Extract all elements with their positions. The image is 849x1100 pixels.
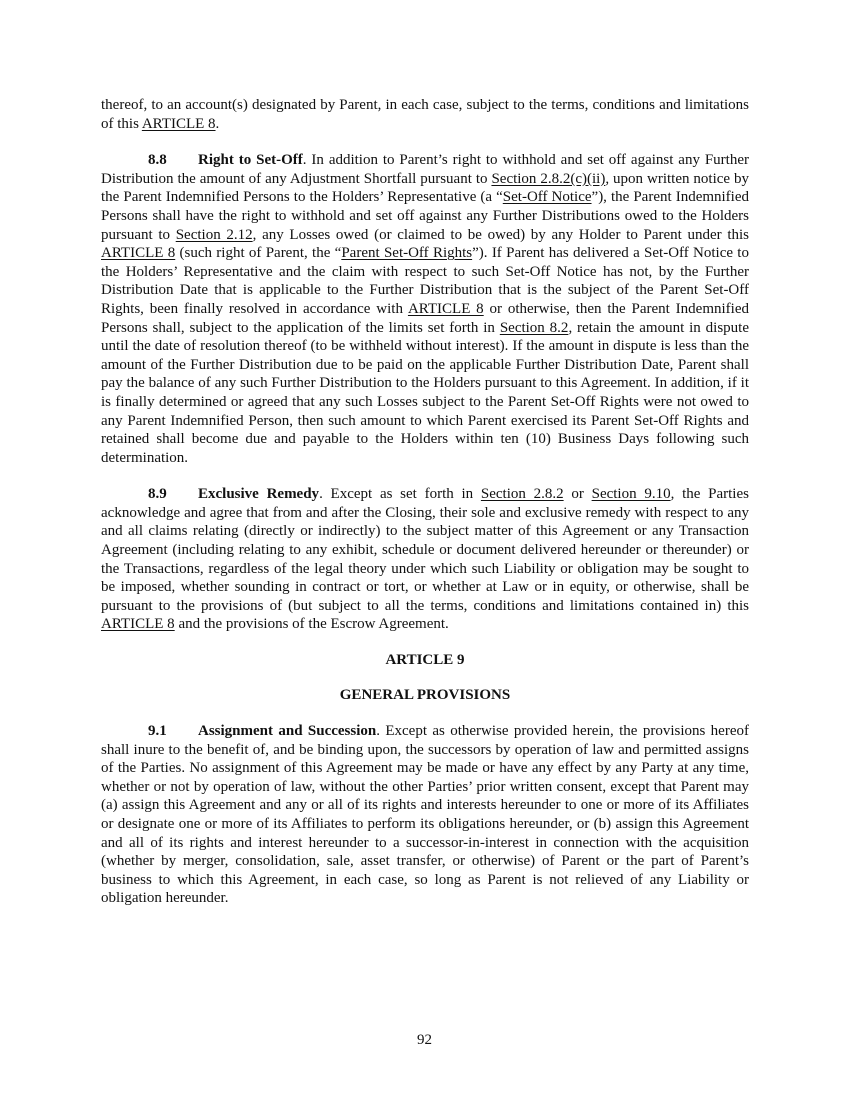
article-subtitle: GENERAL PROVISIONS (339, 687, 511, 704)
ref-article-8: ARTICLE 8 (407, 300, 484, 317)
section-number: 8.9 (148, 486, 167, 503)
section-text: (such right of Parent, the “ (175, 245, 342, 262)
section-number: 8.8 (148, 152, 167, 169)
ref-article-8: ARTICLE 8 (141, 115, 216, 132)
section-text: , the Parties acknowledge and agree that from and after the Closing, their sole and exclusive remedy with respect to any and all claims relating (directly or indirectly) to the subject matter of this Agreement or any Transaction Agreement (including relating to any exhibit, schedule or document delivered hereunder or thereunder) or the Transactions, regardless of the legal theory under which such Liability or obligation may be sought to be imposed, whether sounding in contract or tort, or whether at Law or in equity, or otherwise, shall be pursuant to the provisions of (but subject to all the terms, conditions and limitations contained in) this (101, 486, 749, 614)
section-text: , retain the amount in dispute until the date of resolution thereof (to be withheld without interest). If the amount in dispute is less than the amount of the Further Distribution due to be paid on the applicable Further Distribution Date, Parent shall pay the balance of any such Further Distribution to the Holders pursuant to this Agreement. In addition, if it is finally determined or agreed that any such Losses subject to the Parent Set-Off Rights were not owed to any Parent Indemnified Person, then such amount to which Parent exercised its Parent Set-Off Rights and retained shall become due and payable to the Holders within ten (10) Business Days following such determination. (101, 319, 750, 466)
section-text: . Except as set forth in (319, 486, 481, 503)
term-parent-set-off-rights: Parent Set-Off Rights (341, 245, 473, 262)
section-9-1 (101, 722, 749, 908)
page-number: 92 (417, 1032, 432, 1048)
section-text: , any Losses owed (or claimed to be owed) by any Holder to Parent under this (252, 226, 750, 243)
ref-section-2-8-2: Section 2.8.2 (480, 486, 564, 503)
ref-section-8-2: Section 8.2 (499, 319, 569, 336)
intro-text-2: . (215, 115, 220, 132)
ref-section-2-8-2-c-ii: Section 2.8.2(c)(ii) (491, 170, 606, 187)
section-text: . Except as otherwise provided herein, the provisions hereof shall inure to the benefit of, and be binding upon, the successors by operation of law and permitted assigns of the Parties. No assignment of this Agreement may be made or have any effect by any Party at any time, whether or not by operation of law, without the other Parties’ prior written consent, except that Parent may (a) assign this Agreement and any or all of its rights and interests hereunder to one or more of its Affiliates or designate one or more of its Affiliates to perform its obligations hereunder, or (b) assign this Agreement and all of its rights and interest hereunder to a successor-in-interest in connection with the acquisition (whether by merger, consolidation, sale, asset transfer, or otherwise) of Parent or the part of Parent’s business to which this Agreement, in each case, so long as Parent is not relieved of any Liability or obligation hereunder. (101, 723, 749, 907)
section-8-8 (101, 151, 749, 467)
section-text: or (563, 486, 592, 503)
section-heading: Assignment and Succession (198, 723, 377, 740)
section-text: and the provisions of the Escrow Agreement. (174, 616, 449, 633)
section-number: 9.1 (148, 723, 167, 740)
intro-paragraph (101, 96, 749, 133)
article-title: ARTICLE 9 (385, 652, 465, 669)
intro-text-1: thereof, to an account(s) designated by Parent, in each case, subject to the terms, conditions and limitations of this (101, 97, 749, 132)
section-heading: Right to Set-Off (198, 152, 303, 169)
section-8-9 (101, 485, 749, 634)
section-text: . In addition to Parent’s right to withhold and set off against any Further Distribution the amount of any Adjustment Shortfall pursuant to (101, 152, 750, 187)
section-text: , upon written notice by the Parent Indemnified Persons to the Holders’ Representative (a “ (101, 170, 750, 206)
section-text: or otherwise, then the Parent Indemnified Persons shall, subject to the application of the limits set forth in (101, 300, 749, 336)
section-heading: Exclusive Remedy (198, 486, 320, 503)
ref-article-8: ARTICLE 8 (101, 616, 175, 633)
ref-section-9-10: Section 9.10 (591, 486, 671, 503)
term-set-off-notice: Set-Off Notice (502, 189, 592, 206)
section-text: ”), the Parent Indemnified Persons shall have the right to withhold and set off against any Further Distributions owed to the Holders pursuant to (101, 189, 750, 243)
section-text: ”). If Parent has delivered a Set-Off Notice to the Holders’ Representative and the claim with respect to such Set-Off Notice has not, by the Further Distribution Date that is applicable to the Further Distribution that is the subject of the Parent Set-Off Rights, been finally resolved in accordance with (101, 245, 749, 317)
ref-article-8: ARTICLE 8 (101, 245, 176, 262)
ref-section-2-12: Section 2.12 (175, 226, 253, 243)
